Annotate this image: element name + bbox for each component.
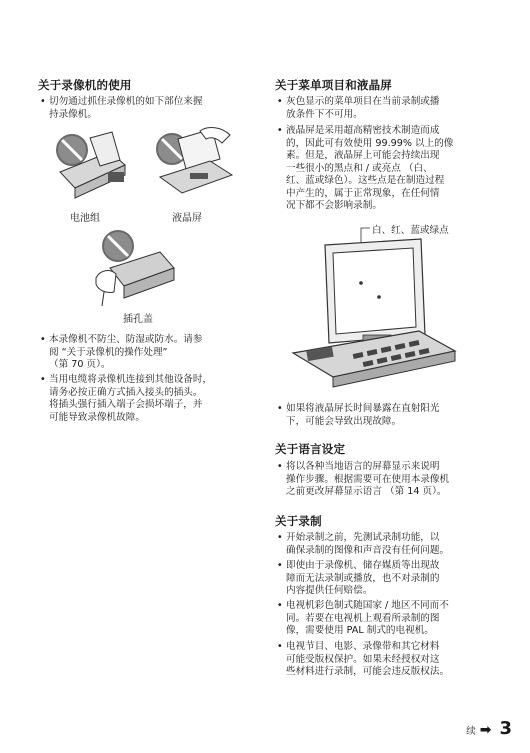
caption-jack-cover: 插孔盖 <box>123 314 153 325</box>
text-line: 像，需要使用 PAL 制式的电视机。 <box>286 625 434 636</box>
text-line: （第 70 页）。 <box>49 359 111 370</box>
text-line: 红、蓝或绿色）。这些点是在制造过程 <box>286 175 445 186</box>
bullet-test-recording: • 开始录制之前，先测试录制功能，以 确保录制的图像和声音没有任何问题。 <box>277 532 450 556</box>
pixel-dot <box>377 295 381 299</box>
illustration-device-open <box>283 225 463 390</box>
text-line: 当用电缆将录像机连接到其他设备时， <box>49 374 213 385</box>
text-line: 确保录制的图像和声音没有任何问题。 <box>286 544 450 556</box>
bullet-cable-connection: • 当用电缆将录像机连接到其他设备时， 请务必按正确方式插入接头的插头。 将插头强行插入端子会损坏端子，并 可能导致录像机故障。 <box>40 374 213 423</box>
text-line: 下，可能会导致出现故障。 <box>286 415 402 427</box>
bullet-grayed-menu: • 灰色显示的菜单项目在当前录制或播 放条件下不可用。 <box>277 96 440 120</box>
text-line: 切勿通过抓住录像机的如下部位来握 <box>49 96 203 107</box>
pixel-dot <box>359 281 363 285</box>
arrow-right-icon: ➡ <box>479 722 492 738</box>
section-title-recording: 关于录制 <box>275 514 322 528</box>
text-line: 可能导致录像机故障。 <box>49 411 145 423</box>
bullet-language: • 将以各种当地语言的屏幕显示来说明 操作步骤。根据需要可在使用本录像机 之前更改屏幕显示语言 （第 14 页）。 <box>277 461 450 497</box>
section-title-menu-lcd: 关于菜单项目和液晶屏 <box>275 78 392 92</box>
illustration-jack-cover-hold <box>90 228 180 308</box>
text-line: 开始录制之前，先测试录制功能，以 <box>286 532 440 543</box>
text-line: 况下都不会影响录制。 <box>286 200 382 211</box>
text-line: 的，因此可有效使用 99.99% 以上的像 <box>286 137 454 149</box>
text-line: 内容提供任何赔偿。 <box>286 585 373 596</box>
text-line: 障而无法录制或播放，也不对录制的 <box>286 572 440 584</box>
text-line: 液晶屏是采用超高精密技术制造而成 <box>286 125 440 136</box>
bullet-not-waterproof: • 本录像机不防尘、防湿或防水。请参 阅 “关于录像机的操作处理” （第 70 页）。 <box>40 334 203 370</box>
caption-battery-pack: 电池组 <box>70 213 100 224</box>
text-line: 将插头强行插入端子会损坏端子，并 <box>49 399 203 410</box>
text-line: 本录像机不防尘、防湿或防水。请参 <box>49 334 203 345</box>
continued-label: 续 <box>466 726 476 737</box>
bullet-lcd-pixels: • 液晶屏是采用超高精密技术制造而成 的，因此可有效使用 99.99% 以上的像 素。但是，液晶屏上可能会持续出现 一些很小的黑点和 / 或亮点 （白、 红、蓝或绿色）。这些点是在制造过程 中产生的，属于正常现象，在任何情 况下都不会影响录制。 <box>277 125 454 211</box>
bullet-tv-color-system: • 电视机彩色制式随国家 / 地区不同而不 同。若要在电视机上观看所录制的图 像，需要使用 PAL 制式的电视机。 <box>277 600 449 636</box>
text-line: 灰色显示的菜单项目在当前录制或播 <box>286 96 440 107</box>
bullet-no-compensation: • 即使由于录像机、储存媒质等出现故 障而无法录制或播放，也不对录制的 内容提供任何赔偿。 <box>277 560 440 596</box>
text-line: 些材料进行录制，可能会违反版权法。 <box>286 666 450 677</box>
text-line: 可能受版权保护。如果未经授权对这 <box>286 653 440 665</box>
text-line: 将以各种当地语言的屏幕显示来说明 <box>286 461 440 472</box>
illustration-lcd-hold <box>150 125 240 200</box>
text-line: 中产生的，属于正常现象，在任何情 <box>286 187 440 199</box>
caption-lcd-screen: 液晶屏 <box>172 213 202 224</box>
page-number: 3 <box>499 718 512 739</box>
bullet-copyright: • 电视节目、电影、录像带和其它材料 可能受版权保护。如果未经授权对这 些材料进行录制，可能会违反版权法。 <box>277 641 450 677</box>
text-line: 电视机彩色制式随国家 / 地区不同而不 <box>286 600 449 611</box>
text-line: 持录像机。 <box>49 108 97 120</box>
text-line: 即使由于录像机、储存媒质等出现故 <box>286 560 440 571</box>
text-line: 素。但是，液晶屏上可能会持续出现 <box>286 150 440 161</box>
bullet-hold-warning: • 切勿通过抓住录像机的如下部位来握 持录像机。 <box>40 96 203 120</box>
text-line: 如果将液晶屏长时间暴露在直射阳光 <box>286 403 440 414</box>
text-line: 放条件下不可用。 <box>286 108 363 120</box>
text-line: 之前更改屏幕显示语言 （第 14 页）。 <box>286 486 447 497</box>
text-line: 阅 “关于录像机的操作处理” <box>49 346 168 358</box>
bullet-sunlight: • 如果将液晶屏长时间暴露在直射阳光 下，可能会导致出现故障。 <box>277 403 440 427</box>
text-line: 一些很小的黑点和 / 或亮点 （白、 <box>286 162 433 174</box>
text-line: 电视节目、电影、录像带和其它材料 <box>286 641 440 652</box>
page-footer <box>466 718 512 739</box>
text-line: 同。若要在电视机上观看所录制的图 <box>286 612 440 624</box>
text-line: 请务必按正确方式插入接头的插头。 <box>49 386 203 398</box>
illustration-battery-hold <box>50 130 135 200</box>
label-colored-dots: 白、红、蓝或绿点 <box>372 225 449 236</box>
section-title-language: 关于语言设定 <box>275 442 346 456</box>
text-line: 操作步骤。根据需要可在使用本录像机 <box>286 473 450 485</box>
section-title-camcorder-use: 关于录像机的使用 <box>38 78 132 92</box>
